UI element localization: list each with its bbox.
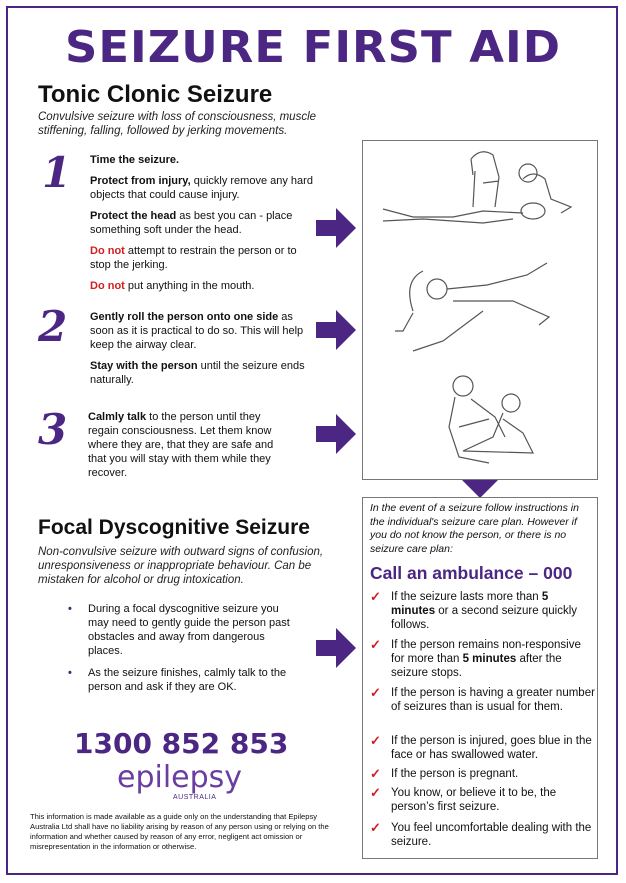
- step-1-time: Time the seizure.: [90, 154, 180, 166]
- recovery-position-illustration: [395, 263, 549, 351]
- disclaimer: This information is made available as a guide only on the understanding that Epilepsy Australia Ltd shall have no liability arising by reason of any person using or relying on the information and whether caused by reason of any error, negligent act omission or misrepresentation in the information or otherwise.: [30, 812, 329, 851]
- focal-bullet-list: [68, 602, 293, 702]
- check-icon: ✓: [370, 685, 381, 700]
- phone-number[interactable]: 1300 852 853: [74, 727, 289, 760]
- step-2-roll: Gently roll the person onto one side as soon as it is practical to do so. This will help keep the airway clear.: [90, 311, 304, 351]
- first-aid-illustration: [363, 141, 597, 479]
- arrow-right-icon: [316, 414, 356, 454]
- tonic-heading: Tonic Clonic Seizure: [38, 81, 273, 108]
- condition-item: ✓ You know, or believe it to be, the person’s first seizure.: [370, 785, 557, 813]
- step-1-protect-injury: Protect from injury, quickly remove any hard objects that could cause injury.: [90, 175, 313, 201]
- illustration-panel: [362, 140, 598, 480]
- chair-illustration: [471, 152, 499, 207]
- check-icon: ✓: [370, 589, 381, 604]
- arrow-right-icon: [316, 208, 356, 248]
- focal-heading: Focal Dyscognitive Seizure: [38, 516, 310, 539]
- check-icon: ✓: [370, 820, 381, 835]
- arrow-right-icon: [316, 310, 356, 350]
- epilepsy-logo: epilepsy: [117, 760, 243, 795]
- step-1-mouth: Do not put anything in the mouth.: [90, 280, 255, 292]
- check-icon: ✓: [370, 785, 381, 800]
- step-3-talk: Calmly talk to the person until they regain consciousness. Let them know where they are, that they are safe and that you will stay with them while they recover.: [88, 411, 274, 479]
- comfort-person-illustration: [449, 376, 533, 463]
- step-1-text: [90, 153, 315, 300]
- step-1-restrain: Do not attempt to restrain the person or to stop the jerking.: [90, 245, 297, 271]
- list-item: • During a focal dyscognitive seizure you may need to gently guide the person past obstacles and away from dangerous places.: [68, 603, 290, 657]
- check-icon: ✓: [370, 766, 381, 781]
- bullet-dot: •: [68, 603, 72, 615]
- check-icon: ✓: [370, 733, 381, 748]
- page-title: SEIZURE FIRST AID: [64, 22, 562, 73]
- condition-item: ✓ If the person is pregnant.: [370, 766, 519, 781]
- focal-description: Non-convulsive seizure with outward signs of confusion, unresponsiveness or inappropriate behaviour. Can be mistaken for alcohol or drug intoxication.: [38, 546, 324, 586]
- condition-item: ✓ If the person is injured, goes blue in the face or has swallowed water.: [370, 733, 592, 761]
- step-3-number: 3: [38, 405, 68, 454]
- condition-item: ✓ If the person remains non-responsive for more than 5 minutes after the seizure stops.: [370, 637, 581, 679]
- step-2-text: [90, 310, 315, 394]
- arrow-right-icon: [316, 628, 356, 668]
- step-1-number: 1: [42, 148, 72, 197]
- check-icon: ✓: [370, 637, 381, 652]
- step-2-stay: Stay with the person until the seizure ends naturally.: [90, 360, 305, 386]
- list-item: • As the seizure finishes, calmly talk to the person and ask if they are OK.: [68, 667, 287, 693]
- bullet-dot: •: [68, 667, 72, 679]
- step-2-number: 2: [38, 302, 68, 351]
- tonic-description: Convulsive seizure with loss of consciousness, muscle stiffening, falling, followed by jerking movements.: [38, 111, 317, 137]
- logo-subtitle: AUSTRALIA: [173, 794, 217, 801]
- condition-item: ✓ You feel uncomfortable dealing with the seizure.: [370, 820, 592, 848]
- step-3-text: [88, 410, 288, 487]
- ambulance-title: Call an ambulance – 000: [370, 563, 573, 583]
- ambulance-intro: In the event of a seizure follow instructions in the individual's seizure care plan. However if you do not know the person, or there is no seizure care plan:: [370, 502, 579, 555]
- step-1-protect-head: Protect the head as best you can - place something soft under the head.: [90, 210, 293, 236]
- condition-item: ✓ If the person is having a greater number of seizures than is usual for them.: [370, 685, 595, 713]
- person-lying-illustration: [383, 164, 571, 223]
- condition-item: ✓ If the seizure lasts more than 5 minutes or a second seizure quickly follows.: [370, 589, 577, 631]
